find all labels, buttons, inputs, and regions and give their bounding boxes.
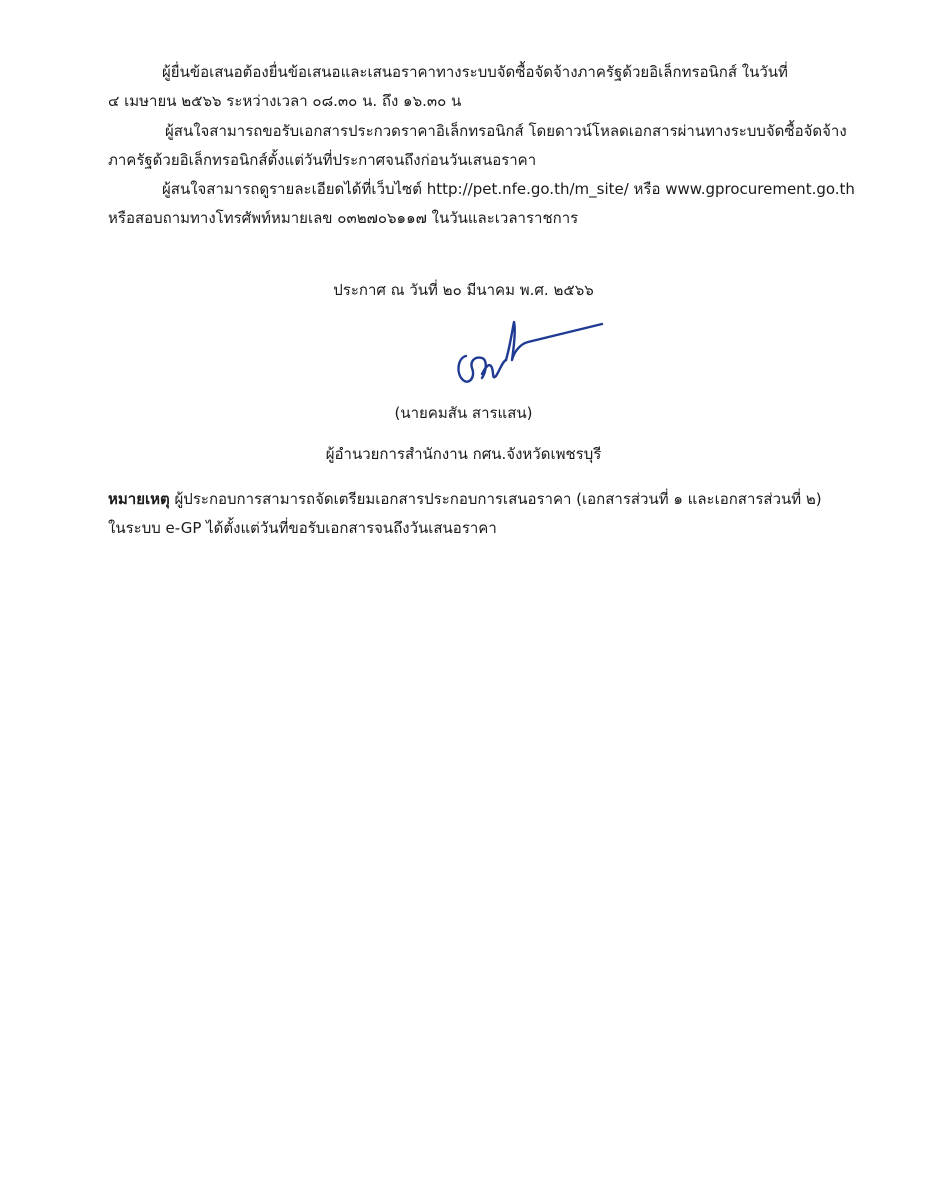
paragraph-line: ผู้ยื่นข้อเสนอต้องยื่นข้อเสนอและเสนอราคาทางระบบจัดซื้อจัดจ้างภาครัฐด้วยอิเล็กทรอนิกส์ ในวันที่ (162, 63, 788, 81)
signer-name: (นายคมสัน สารแสน) (394, 404, 533, 422)
note-line (108, 485, 860, 514)
paragraph-documents (108, 117, 860, 175)
note-label: หมายเหตุ (108, 490, 170, 508)
note-paragraph (108, 485, 860, 543)
signer-title: ผู้อำนวยการสำนักงาน กศน.จังหวัดเพชรบุรี (325, 445, 602, 463)
paragraph-website (108, 175, 860, 233)
signature-image (452, 316, 612, 388)
note-text: ผู้ประกอบการสามารถจัดเตรียมเอกสารประกอบการเสนอราคา (เอกสารส่วนที่ ๑ และเอกสารส่วนที่ ๒) (169, 490, 822, 508)
paragraph-line: ๔ เมษายน ๒๕๖๖ ระหว่างเวลา ๐๘.๓๐ น. ถึง ๑๖.๓๐ น (108, 92, 462, 110)
paragraph-line: หรือสอบถามทางโทรศัพท์หมายเลข ๐๓๒๗๐๖๑๑๗ ในวันและเวลาราชการ (108, 209, 579, 227)
note-line-2: ในระบบ e-GP ได้ตั้งแต่วันที่ขอรับเอกสารจนถึงวันเสนอราคา (108, 519, 497, 537)
paragraph-line: ผู้สนใจสามารถขอรับเอกสารประกวดราคาอิเล็กทรอนิกส์ โดยดาวน์โหลดเอกสารผ่านทางระบบจัดซื้อจัดจ้าง (165, 122, 847, 140)
paragraph-line: ภาครัฐด้วยอิเล็กทรอนิกส์ตั้งแต่วันที่ประกาศจนถึงก่อนวันเสนอราคา (108, 151, 537, 169)
paragraph-line: ผู้สนใจสามารถดูรายละเอียดได้ที่เว็บไซต์ http://pet.nfe.go.th/m_site/ หรือ www.gprocurement.go.th (162, 180, 855, 198)
paragraph-submission (108, 58, 860, 116)
announcement-date: ประกาศ ณ วันที่ ๒๐ มีนาคม พ.ศ. ๒๕๖๖ (333, 281, 594, 299)
